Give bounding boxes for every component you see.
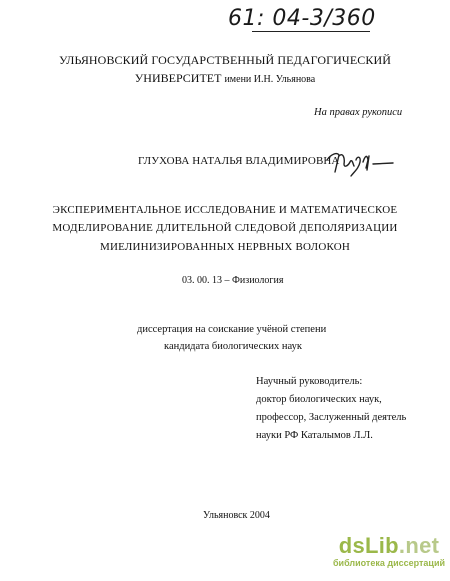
organization-named-after: имени И.Н. Ульянова (224, 74, 316, 85)
dissertation-title-line-2: МОДЕЛИРОВАНИЕ ДЛИТЕЛЬНОЙ СЛЕДОВОЙ ДЕПОЛЯРИЗАЦИИ (52, 222, 398, 234)
dslib-logo-tld: .net (398, 533, 440, 558)
dissertation-title-line-3: МИЕЛИНИЗИРОВАННЫХ НЕРВНЫХ ВОЛОКОН (99, 241, 351, 253)
organization-line-2 (0, 71, 450, 86)
archive-code-handwritten: 61: 04-3/360 (228, 6, 376, 31)
rights-note: На правах рукописи (314, 107, 403, 118)
dslib-tagline: библиотека диссертаций (332, 558, 446, 568)
archive-code-underline (252, 31, 370, 32)
specialty-code: 03. 00. 13 – Физиология (182, 275, 284, 286)
degree-line-1: диссертация на соискание учёной степени (137, 324, 327, 335)
dslib-logo-name: dsLib (338, 533, 399, 558)
city-year: Ульяновск 2004 (203, 510, 270, 521)
dslib-logo (332, 534, 446, 558)
degree-line-2: кандидата биологических наук (164, 341, 302, 352)
author-signature (323, 146, 395, 178)
dissertation-title-line-1: ЭКСПЕРИМЕНТАЛЬНОЕ ИССЛЕДОВАНИЕ И МАТЕМАТИЧЕСКОЕ (52, 204, 398, 216)
author-name: ГЛУХОВА НАТАЛЬЯ ВЛАДИМИРОВНА (138, 155, 340, 167)
supervisor-heading: Научный руководитель: (256, 376, 363, 387)
dslib-watermark[interactable] (332, 534, 446, 569)
organization-university: УНИВЕРСИТЕТ (134, 71, 222, 85)
supervisor-degree: доктор биологических наук, (256, 394, 382, 405)
supervisor-name: науки РФ Каталымов Л.Л. (256, 430, 373, 441)
organization-line-1: УЛЬЯНОВСКИЙ ГОСУДАРСТВЕННЫЙ ПЕДАГОГИЧЕСКИЙ (58, 53, 392, 67)
supervisor-title: профессор, Заслуженный деятель (256, 412, 407, 423)
